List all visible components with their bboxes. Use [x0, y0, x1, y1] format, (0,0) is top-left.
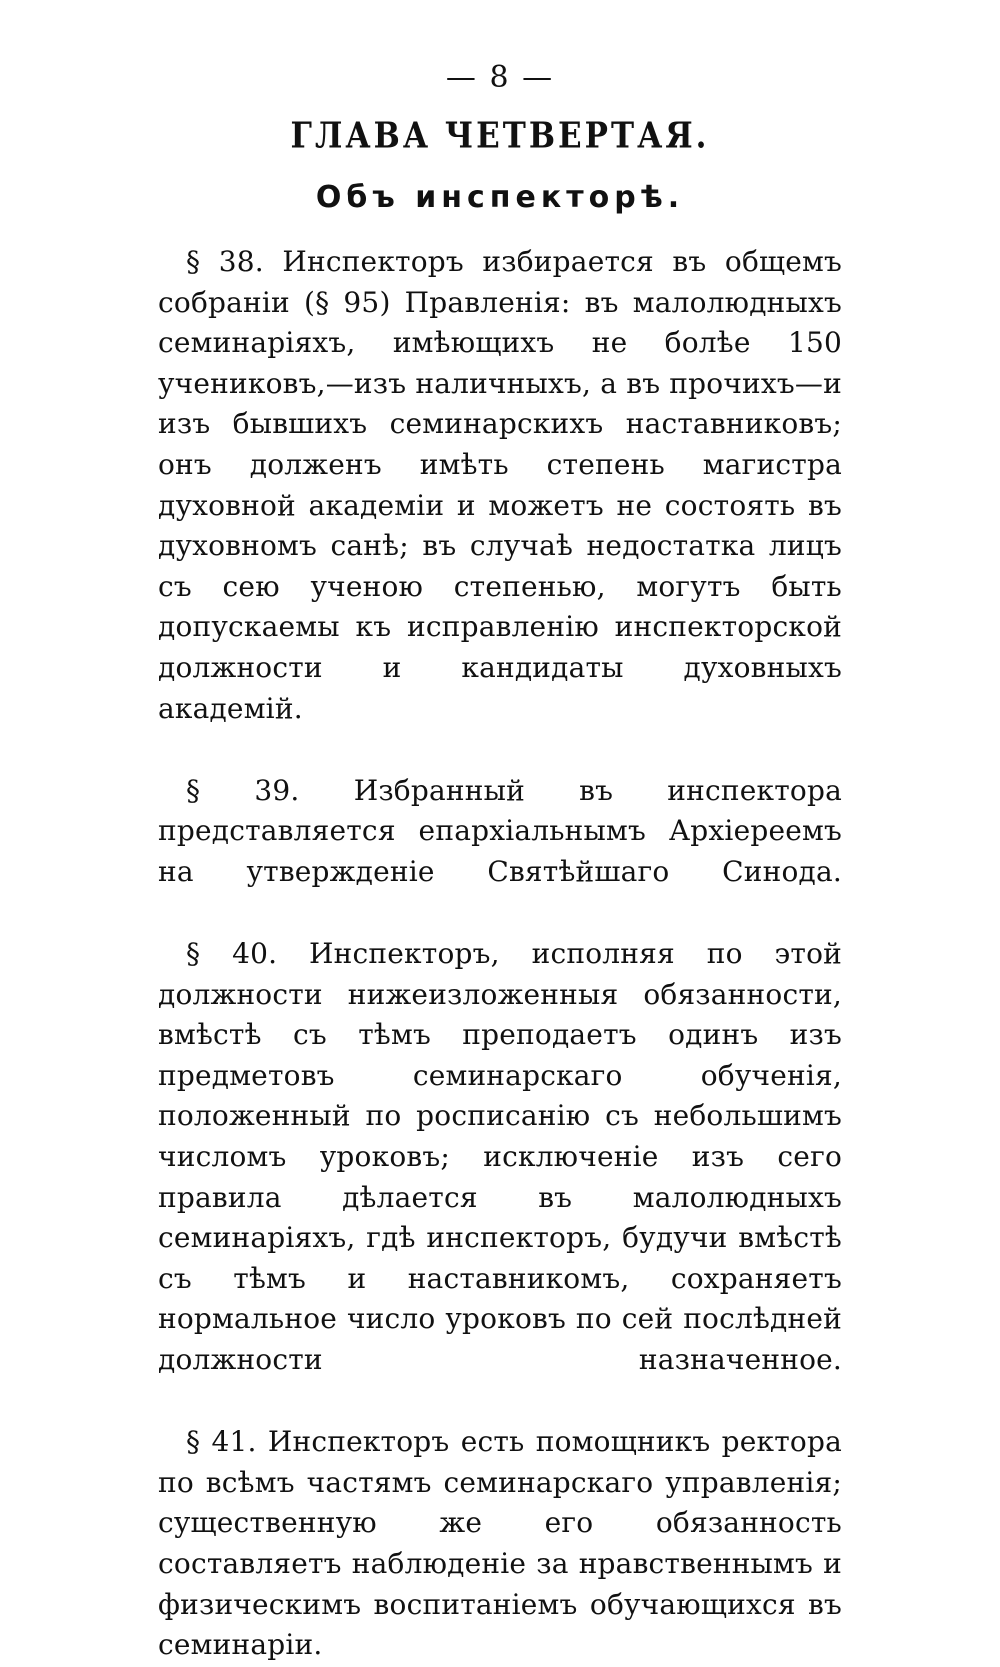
body-text — [158, 242, 842, 1667]
paragraph-40: § 40. Инспекторъ, исполняя по этой должности нижеизложенныя обязанности, вмѣстѣ съ тѣмъ преподаетъ одинъ изъ предметовъ семинарскаго обученія, положенный по росписанію съ небольшимъ числомъ уроковъ; исключеніе изъ сего правила дѣлается въ малолюдныхъ семинаріяхъ, гдѣ инспекторъ, будучи вмѣстѣ съ тѣмъ и наставникомъ, сохраняетъ нормальное число уроковъ по сей послѣдней должности назначенное. — [158, 937, 842, 1377]
page-number: — 8 — — [445, 60, 555, 95]
chapter-title: ГЛАВА ЧЕТВЕРТАЯ. — [290, 115, 710, 157]
paragraph-39: § 39. Избранный въ инспектора представляется епархіальнымъ Архіереемъ на утвержденіе Святѣйшаго Синода. — [158, 773, 842, 888]
paragraph-38: § 38. Инспекторъ избирается въ общемъ собраніи (§ 95) Правленія: въ малолюдныхъ семинаріяхъ, имѣющихъ не болѣе 150 учениковъ,—изъ наличныхъ, а въ прочихъ—и изъ бывшихъ семинарскихъ наставниковъ; онъ долженъ имѣть степень магистра духовной академіи и можетъ не состоять въ духовномъ санѣ; въ случаѣ недостатка лицъ съ сею ученою степенью, могутъ быть допускаемы къ исправленію инспекторской должности и кандидаты духовныхъ академій. — [158, 245, 842, 725]
section-title: Объ инспекторѣ. — [315, 180, 685, 215]
paragraph-41: § 41. Инспекторъ есть помощникъ ректора по всѣмъ частямъ семинарскаго управленія; существенную же его обязанность составляетъ наблюденіе за нравственнымъ и физическимъ воспитаніемъ обучающихся въ семинаріи. — [158, 1425, 842, 1662]
